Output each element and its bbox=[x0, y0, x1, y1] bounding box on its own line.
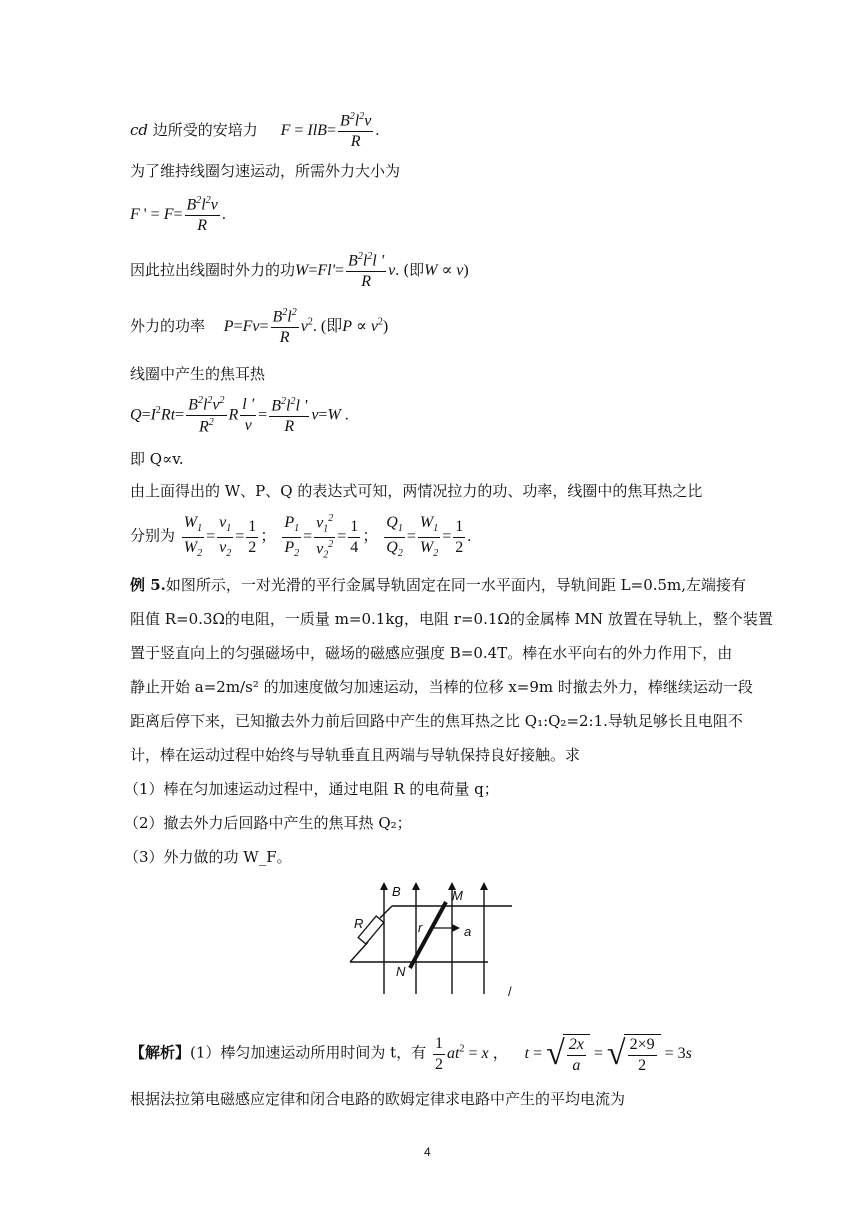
label-m: M bbox=[452, 888, 463, 903]
label-b: B bbox=[392, 884, 401, 899]
line-work: 因此拉出线圈时外力的功W=Fl'= $\frac{B^2l^2l '}{R}$ v. (即W ∝ v) bbox=[130, 251, 469, 291]
question-3: （3）外力做的功 W_F。 bbox=[124, 848, 292, 866]
line-q-prop: 即 Q∝v. bbox=[130, 450, 184, 468]
label-r-small: r bbox=[418, 920, 423, 935]
example-label: 例 5. bbox=[130, 576, 166, 594]
text: (1）棒匀加速运动所用时间为 t，有 bbox=[190, 1043, 427, 1062]
example-line-4: 静止开始 a=2m/s² 的加速度做匀加速运动，当棒的位移 x=9m 时撤去外力，棒继续运动一段 bbox=[130, 678, 753, 696]
page-number: 4 bbox=[424, 1145, 431, 1159]
example-line-6: 计，棒在运动过程中始终与导轨垂直且两端与导轨保持良好接触。求 bbox=[130, 746, 581, 764]
label-n: N bbox=[396, 964, 406, 979]
text: 分别为 bbox=[130, 526, 176, 545]
line-power: 外力的功率 P=Fv= $\frac{B^2l^2}{R}$ $v^2$. (即$P \propto v^2$) bbox=[130, 307, 389, 347]
line-ratio-intro: 由上面得出的 W、P、Q 的表达式可知，两情况拉力的功、功率，线圈中的焦耳热之比 bbox=[130, 482, 703, 500]
label-a: a bbox=[464, 924, 472, 939]
solution-label: 【解析】 bbox=[130, 1043, 191, 1062]
formula-q: $Q=I^2Rt=$ $\frac{B^2l^2v^2}{R^2}$ R $\frac{l '}{v}$ = $\frac{B^2l^2l '}{R}$ v=W . bbox=[130, 395, 349, 436]
rail-figure bbox=[340, 878, 530, 1000]
text: 如图所示，一对光滑的平行金属导轨固定在同一水平面内，导轨间距 L=0.5m,左端接有 bbox=[165, 576, 747, 594]
line-ratios: 分别为 $\frac{W_1}{W_2}$ = $\frac{v_1}{v_2}$ = $\frac{1}{2}$ ； $\frac{P_1}{P_2}$ = $\frac{v_1^2}{v_2^2}$ = $\frac{1}{4}$ ； $\frac{Q_1}{Q_2}$ = $\frac{W_1}{W_2}$ = $\frac{1}{2}$ . bbox=[130, 513, 472, 561]
formula-fprime: F ' = F= $\frac{B^2l^2v}{R}$ . bbox=[130, 195, 226, 235]
example-line-3: 置于竖直向上的匀强磁场中，磁场的磁感应强度 B=0.4T。棒在水平向右的外力作用下，由 bbox=[130, 644, 733, 662]
line-joule: 线圈中产生的焦耳热 bbox=[130, 365, 266, 383]
cd-symbol: cd bbox=[130, 120, 149, 139]
example-line-5: 距离后停下来，已知撤去外力前后回路中产生的焦耳热之比 Q₁:Q₂=2:1.导轨足够长且电阻不 bbox=[130, 712, 743, 730]
question-1: （1）棒在匀加速运动过程中，通过电阻 R 的电荷量 q； bbox=[124, 780, 499, 798]
text: 边所受的安培力 bbox=[148, 120, 258, 139]
solution-line-1: 【解析】(1）棒匀加速运动所用时间为 t，有 $\frac{1}{2}$ $at^2 = x$ ， t = √ $\frac{2x}{a}$ = √ $\frac{2\times 9}{2}$ = 3s bbox=[130, 1034, 692, 1074]
text: 外力的功率 bbox=[130, 316, 206, 335]
line-ampere-force bbox=[130, 112, 379, 150]
label-r-big: R bbox=[354, 916, 364, 931]
text: 因此拉出线圈时外力的功 bbox=[130, 260, 296, 279]
example-line-1 bbox=[130, 578, 746, 593]
formula-f: F = IlB= $\frac{B^2l^2v}{R}$ . bbox=[280, 111, 380, 151]
slash-mark: / bbox=[508, 984, 512, 999]
note: (即 bbox=[403, 260, 425, 279]
question-2: （2）撤去外力后回路中产生的焦耳热 Q₂； bbox=[124, 814, 412, 832]
line-maintain: 为了维持线圈匀速运动，所需外力大小为 bbox=[130, 162, 401, 180]
example-line-2: 阻值 R=0.3Ω的电阻，一质量 m=0.1kg，电阻 r=0.1Ω的金属棒 MN 放置在导轨上，整个装置 bbox=[130, 610, 773, 628]
solution-line-2: 根据法拉第电磁感应定律和闭合电路的欧姆定律求电路中产生的平均电流为 bbox=[130, 1090, 626, 1108]
